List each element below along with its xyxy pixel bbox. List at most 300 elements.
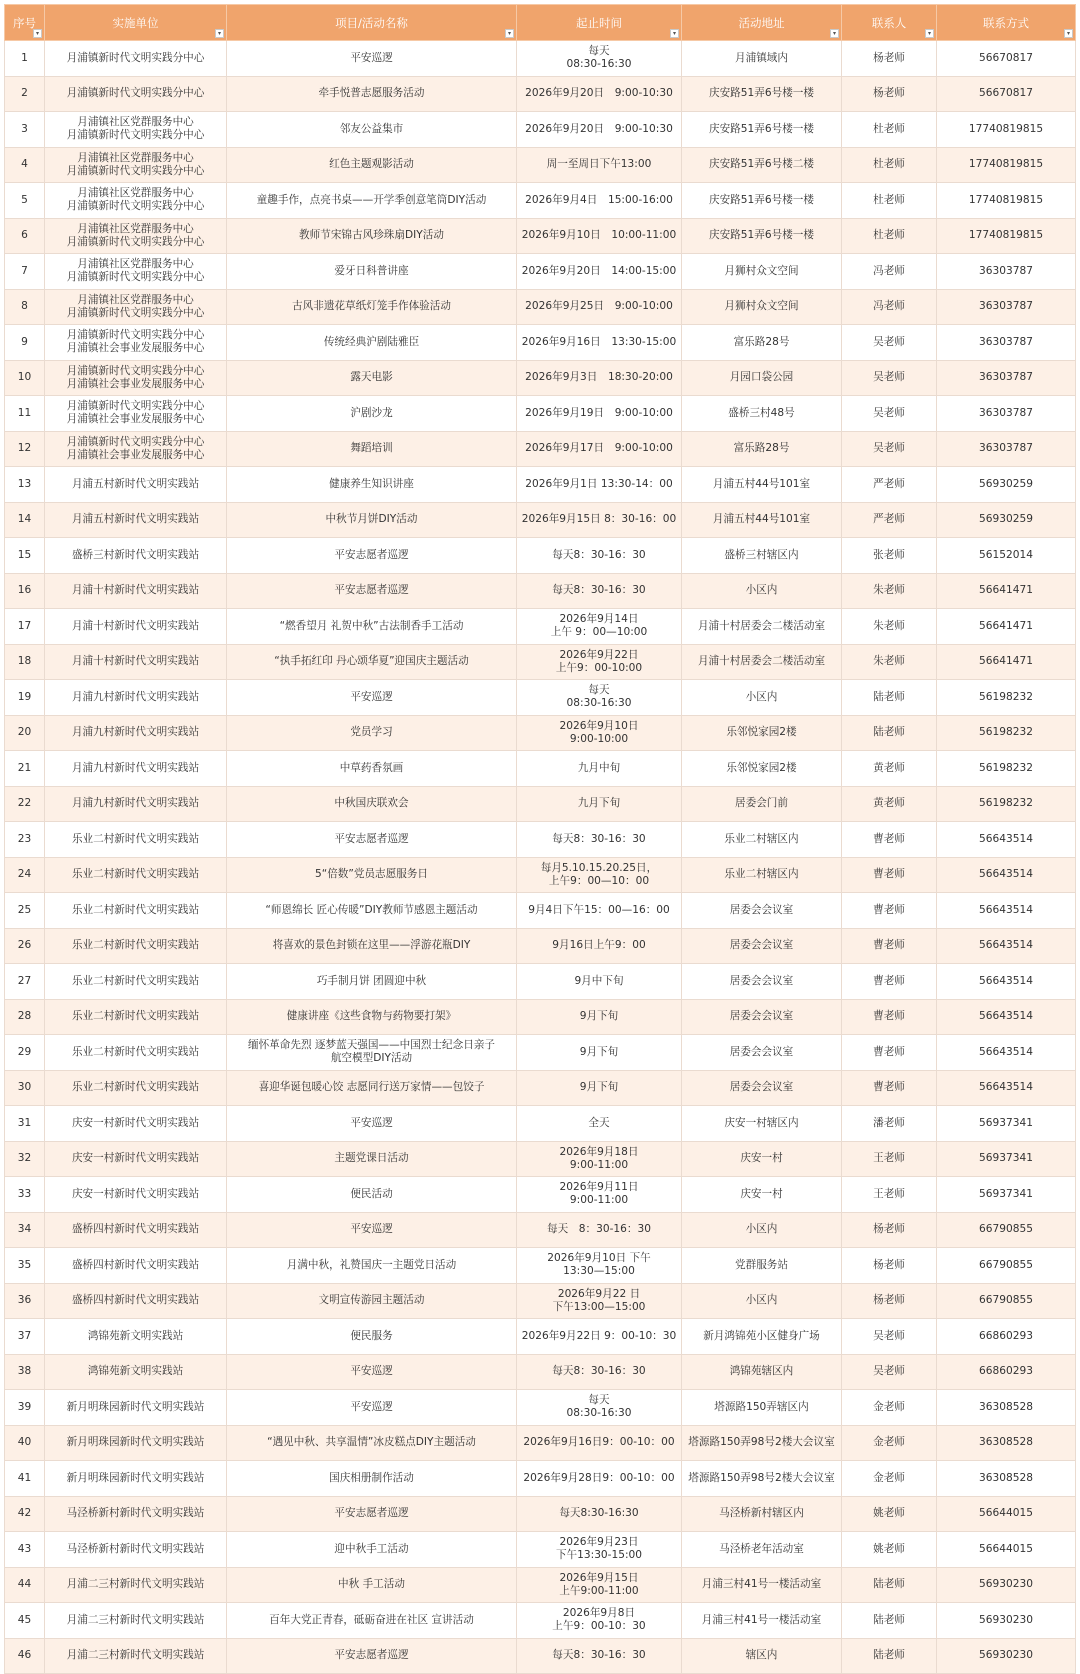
cell-contact-person[interactable]: 王老师: [842, 1177, 937, 1213]
filter-dropdown-icon[interactable]: ▾: [505, 29, 514, 38]
cell-phone[interactable]: 56643514: [937, 857, 1076, 893]
cell-index[interactable]: 31: [5, 1106, 45, 1142]
cell-contact-person[interactable]: 陆老师: [842, 1567, 937, 1603]
cell-address[interactable]: 乐业二村辖区内: [682, 822, 842, 858]
cell-time[interactable]: 全天: [517, 1106, 682, 1142]
cell-organizer[interactable]: 乐业二村新时代文明实践站: [45, 964, 227, 1000]
cell-time[interactable]: 每天8：30-16：30: [517, 573, 682, 609]
cell-contact-person[interactable]: 朱老师: [842, 644, 937, 680]
cell-address[interactable]: 乐业二村辖区内: [682, 857, 842, 893]
cell-organizer[interactable]: 乐业二村新时代文明实践站: [45, 893, 227, 929]
cell-time[interactable]: 2026年9月22 日 下午13:00—15:00: [517, 1283, 682, 1319]
cell-contact-person[interactable]: 潘老师: [842, 1106, 937, 1142]
cell-index[interactable]: 44: [5, 1567, 45, 1603]
cell-contact-person[interactable]: 杜老师: [842, 147, 937, 183]
cell-activity-name[interactable]: 平安志愿者巡逻: [227, 573, 517, 609]
cell-address[interactable]: 居委会会议室: [682, 999, 842, 1035]
cell-phone[interactable]: 56937341: [937, 1106, 1076, 1142]
cell-contact-person[interactable]: 严老师: [842, 467, 937, 503]
filter-dropdown-icon[interactable]: ▾: [670, 29, 679, 38]
cell-activity-name[interactable]: 古风非遗花草纸灯笼手作体验活动: [227, 289, 517, 325]
cell-address[interactable]: 居委会会议室: [682, 928, 842, 964]
cell-phone[interactable]: 66790855: [937, 1283, 1076, 1319]
cell-time[interactable]: 9月下旬: [517, 1035, 682, 1071]
cell-organizer[interactable]: 盛桥四村新时代文明实践站: [45, 1212, 227, 1248]
cell-phone[interactable]: 56937341: [937, 1141, 1076, 1177]
cell-organizer[interactable]: 乐业二村新时代文明实践站: [45, 928, 227, 964]
cell-contact-person[interactable]: 杜老师: [842, 112, 937, 148]
cell-contact-person[interactable]: 张老师: [842, 538, 937, 574]
cell-activity-name[interactable]: 便民活动: [227, 1177, 517, 1213]
cell-phone[interactable]: 56643514: [937, 964, 1076, 1000]
cell-address[interactable]: 塔源路150弄98号2楼大会议室: [682, 1425, 842, 1461]
cell-activity-name[interactable]: 主题党课日活动: [227, 1141, 517, 1177]
cell-time[interactable]: 2026年9月15日 上午9:00-11:00: [517, 1567, 682, 1603]
cell-organizer[interactable]: 盛桥四村新时代文明实践站: [45, 1283, 227, 1319]
cell-phone[interactable]: 56644015: [937, 1496, 1076, 1532]
cell-contact-person[interactable]: 吴老师: [842, 431, 937, 467]
cell-index[interactable]: 35: [5, 1248, 45, 1284]
cell-time[interactable]: 每月5.10.15.20.25日， 上午9：00—10：00: [517, 857, 682, 893]
cell-organizer[interactable]: 盛桥四村新时代文明实践站: [45, 1248, 227, 1284]
cell-phone[interactable]: 56930230: [937, 1638, 1076, 1674]
cell-phone[interactable]: 66860293: [937, 1319, 1076, 1355]
cell-index[interactable]: 13: [5, 467, 45, 503]
cell-time[interactable]: 每天8：30-16：30: [517, 1354, 682, 1390]
cell-address[interactable]: 塔源路150弄98号2楼大会议室: [682, 1461, 842, 1497]
cell-contact-person[interactable]: 曹老师: [842, 964, 937, 1000]
cell-organizer[interactable]: 月浦镇新时代文明实践分中心 月浦镇社会事业发展服务中心: [45, 431, 227, 467]
cell-address[interactable]: 庆安路51弄6号楼一楼: [682, 112, 842, 148]
cell-phone[interactable]: 36303787: [937, 289, 1076, 325]
cell-index[interactable]: 12: [5, 431, 45, 467]
cell-index[interactable]: 22: [5, 786, 45, 822]
cell-index[interactable]: 14: [5, 502, 45, 538]
cell-organizer[interactable]: 月浦五村新时代文明实践站: [45, 502, 227, 538]
cell-organizer[interactable]: 月浦镇社区党群服务中心 月浦镇新时代文明实践分中心: [45, 112, 227, 148]
cell-index[interactable]: 19: [5, 680, 45, 716]
cell-address[interactable]: 马泾桥新村辖区内: [682, 1496, 842, 1532]
cell-phone[interactable]: 56930259: [937, 502, 1076, 538]
cell-contact-person[interactable]: 王老师: [842, 1141, 937, 1177]
cell-time[interactable]: 每天8：30-16：30: [517, 822, 682, 858]
cell-phone[interactable]: 36308528: [937, 1425, 1076, 1461]
cell-address[interactable]: 庆安路51弄6号楼一楼: [682, 76, 842, 112]
cell-phone[interactable]: 56644015: [937, 1532, 1076, 1568]
cell-phone[interactable]: 17740819815: [937, 112, 1076, 148]
cell-organizer[interactable]: 庆安一村新时代文明实践站: [45, 1177, 227, 1213]
cell-address[interactable]: 小区内: [682, 573, 842, 609]
cell-contact-person[interactable]: 陆老师: [842, 680, 937, 716]
cell-index[interactable]: 26: [5, 928, 45, 964]
cell-address[interactable]: 塔源路150弄辖区内: [682, 1390, 842, 1426]
cell-organizer[interactable]: 月浦九村新时代文明实践站: [45, 751, 227, 787]
cell-address[interactable]: 居委会会议室: [682, 893, 842, 929]
cell-activity-name[interactable]: 5“倍数”党员志愿服务日: [227, 857, 517, 893]
cell-address[interactable]: 盛桥三村辖区内: [682, 538, 842, 574]
cell-contact-person[interactable]: 杨老师: [842, 41, 937, 77]
cell-address[interactable]: 月园口袋公园: [682, 360, 842, 396]
cell-address[interactable]: 乐邻悦家园2楼: [682, 751, 842, 787]
cell-activity-name[interactable]: 便民服务: [227, 1319, 517, 1355]
cell-time[interactable]: 2026年9月10日 10:00-11:00: [517, 218, 682, 254]
cell-time[interactable]: 每天 8：30-16：30: [517, 1212, 682, 1248]
cell-address[interactable]: 月狮村众文空间: [682, 289, 842, 325]
cell-time[interactable]: 每天8：30-16：30: [517, 1638, 682, 1674]
cell-phone[interactable]: 56643514: [937, 928, 1076, 964]
cell-phone[interactable]: 56930230: [937, 1603, 1076, 1639]
cell-activity-name[interactable]: 教师节宋锦古风珍珠扇DIY活动: [227, 218, 517, 254]
cell-phone[interactable]: 56641471: [937, 609, 1076, 645]
cell-contact-person[interactable]: 曹老师: [842, 1035, 937, 1071]
cell-contact-person[interactable]: 朱老师: [842, 609, 937, 645]
cell-address[interactable]: 月浦十村居委会二楼活动室: [682, 609, 842, 645]
cell-phone[interactable]: 56670817: [937, 41, 1076, 77]
cell-contact-person[interactable]: 吴老师: [842, 325, 937, 361]
cell-index[interactable]: 21: [5, 751, 45, 787]
cell-index[interactable]: 33: [5, 1177, 45, 1213]
cell-organizer[interactable]: 新月明珠园新时代文明实践站: [45, 1390, 227, 1426]
cell-activity-name[interactable]: “执手拓红印 丹心颂华夏”迎国庆主题活动: [227, 644, 517, 680]
cell-activity-name[interactable]: 中秋 手工活动: [227, 1567, 517, 1603]
cell-contact-person[interactable]: 陆老师: [842, 1638, 937, 1674]
cell-address[interactable]: 鸿锦苑辖区内: [682, 1354, 842, 1390]
cell-organizer[interactable]: 月浦五村新时代文明实践站: [45, 467, 227, 503]
cell-phone[interactable]: 56643514: [937, 999, 1076, 1035]
cell-address[interactable]: 乐邻悦家园2楼: [682, 715, 842, 751]
cell-organizer[interactable]: 乐业二村新时代文明实践站: [45, 822, 227, 858]
cell-address[interactable]: 居委会门前: [682, 786, 842, 822]
cell-index[interactable]: 23: [5, 822, 45, 858]
cell-phone[interactable]: 66790855: [937, 1248, 1076, 1284]
cell-phone[interactable]: 56198232: [937, 680, 1076, 716]
cell-address[interactable]: 小区内: [682, 680, 842, 716]
cell-phone[interactable]: 36303787: [937, 254, 1076, 290]
cell-index[interactable]: 16: [5, 573, 45, 609]
cell-time[interactable]: 周一至周日下午13:00: [517, 147, 682, 183]
cell-organizer[interactable]: 月浦十村新时代文明实践站: [45, 644, 227, 680]
cell-phone[interactable]: 56198232: [937, 786, 1076, 822]
cell-phone[interactable]: 56930230: [937, 1567, 1076, 1603]
cell-organizer[interactable]: 乐业二村新时代文明实践站: [45, 857, 227, 893]
cell-contact-person[interactable]: 杨老师: [842, 1283, 937, 1319]
cell-phone[interactable]: 36308528: [937, 1390, 1076, 1426]
cell-organizer[interactable]: 月浦九村新时代文明实践站: [45, 680, 227, 716]
cell-organizer[interactable]: 月浦镇新时代文明实践分中心 月浦镇社会事业发展服务中心: [45, 325, 227, 361]
cell-activity-name[interactable]: 百年大党正青春，砥砺奋进在社区 宣讲活动: [227, 1603, 517, 1639]
cell-index[interactable]: 27: [5, 964, 45, 1000]
cell-time[interactable]: 9月下旬: [517, 1070, 682, 1106]
cell-organizer[interactable]: 鸿锦苑新文明实践站: [45, 1354, 227, 1390]
filter-dropdown-icon[interactable]: ▾: [33, 29, 42, 38]
cell-organizer[interactable]: 乐业二村新时代文明实践站: [45, 1070, 227, 1106]
cell-phone[interactable]: 66790855: [937, 1212, 1076, 1248]
cell-activity-name[interactable]: 平安巡逻: [227, 680, 517, 716]
cell-index[interactable]: 25: [5, 893, 45, 929]
cell-index[interactable]: 36: [5, 1283, 45, 1319]
cell-time[interactable]: 2026年9月10日 下午 13:30—15:00: [517, 1248, 682, 1284]
cell-address[interactable]: 辖区内: [682, 1638, 842, 1674]
cell-activity-name[interactable]: 爱牙日科普讲座: [227, 254, 517, 290]
cell-activity-name[interactable]: 健康养生知识讲座: [227, 467, 517, 503]
cell-index[interactable]: 4: [5, 147, 45, 183]
cell-activity-name[interactable]: 平安巡逻: [227, 41, 517, 77]
cell-index[interactable]: 29: [5, 1035, 45, 1071]
cell-phone[interactable]: 36308528: [937, 1461, 1076, 1497]
cell-activity-name[interactable]: 迎中秋手工活动: [227, 1532, 517, 1568]
cell-time[interactable]: 2026年9月28日9：00-10：00: [517, 1461, 682, 1497]
cell-address[interactable]: 庆安路51弄6号楼一楼: [682, 183, 842, 219]
cell-organizer[interactable]: 月浦镇新时代文明实践分中心 月浦镇社会事业发展服务中心: [45, 360, 227, 396]
cell-index[interactable]: 9: [5, 325, 45, 361]
cell-address[interactable]: 小区内: [682, 1212, 842, 1248]
cell-index[interactable]: 42: [5, 1496, 45, 1532]
cell-phone[interactable]: 17740819815: [937, 218, 1076, 254]
cell-phone[interactable]: 56670817: [937, 76, 1076, 112]
cell-organizer[interactable]: 乐业二村新时代文明实践站: [45, 999, 227, 1035]
cell-index[interactable]: 30: [5, 1070, 45, 1106]
cell-organizer[interactable]: 月浦二三村新时代文明实践站: [45, 1638, 227, 1674]
cell-organizer[interactable]: 盛桥三村新时代文明实践站: [45, 538, 227, 574]
cell-activity-name[interactable]: 国庆相册制作活动: [227, 1461, 517, 1497]
cell-index[interactable]: 18: [5, 644, 45, 680]
cell-activity-name[interactable]: 红色主题观影活动: [227, 147, 517, 183]
cell-index[interactable]: 2: [5, 76, 45, 112]
cell-address[interactable]: 庆安一村辖区内: [682, 1106, 842, 1142]
cell-activity-name[interactable]: 缅怀革命先烈 逐梦蓝天强国——中国烈士纪念日亲子 航空模型DIY活动: [227, 1035, 517, 1071]
cell-time[interactable]: 2026年9月14日 上午 9：00—10:00: [517, 609, 682, 645]
cell-phone[interactable]: 56643514: [937, 822, 1076, 858]
cell-phone[interactable]: 56641471: [937, 573, 1076, 609]
cell-contact-person[interactable]: 严老师: [842, 502, 937, 538]
cell-address[interactable]: 庆安一村: [682, 1141, 842, 1177]
cell-phone[interactable]: 56152014: [937, 538, 1076, 574]
cell-organizer[interactable]: 月浦镇社区党群服务中心 月浦镇新时代文明实践分中心: [45, 183, 227, 219]
cell-index[interactable]: 10: [5, 360, 45, 396]
cell-address[interactable]: 月浦五村44号101室: [682, 502, 842, 538]
cell-contact-person[interactable]: 冯老师: [842, 254, 937, 290]
cell-phone[interactable]: 66860293: [937, 1354, 1076, 1390]
cell-time[interactable]: 每天 08:30-16:30: [517, 41, 682, 77]
cell-activity-name[interactable]: 中秋节月饼DIY活动: [227, 502, 517, 538]
cell-phone[interactable]: 56643514: [937, 1070, 1076, 1106]
cell-phone[interactable]: 36303787: [937, 325, 1076, 361]
cell-index[interactable]: 38: [5, 1354, 45, 1390]
cell-time[interactable]: 2026年9月10日 9:00-10:00: [517, 715, 682, 751]
cell-address[interactable]: 马泾桥老年活动室: [682, 1532, 842, 1568]
cell-time[interactable]: 2026年9月20日 14:00-15:00: [517, 254, 682, 290]
cell-address[interactable]: 盛桥三村48号: [682, 396, 842, 432]
cell-contact-person[interactable]: 吴老师: [842, 1354, 937, 1390]
cell-activity-name[interactable]: 中草药香氛画: [227, 751, 517, 787]
cell-index[interactable]: 5: [5, 183, 45, 219]
cell-address[interactable]: 富乐路28号: [682, 431, 842, 467]
cell-contact-person[interactable]: 杨老师: [842, 76, 937, 112]
cell-address[interactable]: 新月鸿锦苑小区健身广场: [682, 1319, 842, 1355]
cell-time[interactable]: 九月中旬: [517, 751, 682, 787]
cell-index[interactable]: 28: [5, 999, 45, 1035]
cell-time[interactable]: 2026年9月1日 13:30-14：00: [517, 467, 682, 503]
cell-activity-name[interactable]: 中秋国庆联欢会: [227, 786, 517, 822]
cell-activity-name[interactable]: 平安巡逻: [227, 1106, 517, 1142]
cell-contact-person[interactable]: 曹老师: [842, 999, 937, 1035]
cell-activity-name[interactable]: 牵手悦普志愿服务活动: [227, 76, 517, 112]
cell-activity-name[interactable]: 沪剧沙龙: [227, 396, 517, 432]
cell-time[interactable]: 2026年9月19日 9:00-10:00: [517, 396, 682, 432]
cell-contact-person[interactable]: 吴老师: [842, 360, 937, 396]
cell-time[interactable]: 2026年9月15日 8：30-16：00: [517, 502, 682, 538]
cell-time[interactable]: 2026年9月16日 13:30-15:00: [517, 325, 682, 361]
cell-organizer[interactable]: 月浦九村新时代文明实践站: [45, 715, 227, 751]
cell-contact-person[interactable]: 金老师: [842, 1461, 937, 1497]
cell-contact-person[interactable]: 吴老师: [842, 1319, 937, 1355]
cell-time[interactable]: 9月下旬: [517, 999, 682, 1035]
cell-phone[interactable]: 36303787: [937, 431, 1076, 467]
cell-contact-person[interactable]: 曹老师: [842, 857, 937, 893]
cell-address[interactable]: 党群服务站: [682, 1248, 842, 1284]
cell-time[interactable]: 2026年9月17日 9:00-10:00: [517, 431, 682, 467]
cell-contact-person[interactable]: 曹老师: [842, 928, 937, 964]
cell-time[interactable]: 2026年9月4日 15:00-16:00: [517, 183, 682, 219]
cell-index[interactable]: 17: [5, 609, 45, 645]
cell-phone[interactable]: 56643514: [937, 1035, 1076, 1071]
cell-organizer[interactable]: 月浦九村新时代文明实践站: [45, 786, 227, 822]
cell-address[interactable]: 居委会会议室: [682, 1035, 842, 1071]
cell-activity-name[interactable]: 露天电影: [227, 360, 517, 396]
cell-contact-person[interactable]: 杜老师: [842, 218, 937, 254]
cell-time[interactable]: 每天8:30-16:30: [517, 1496, 682, 1532]
cell-address[interactable]: 月浦镇域内: [682, 41, 842, 77]
cell-organizer[interactable]: 月浦二三村新时代文明实践站: [45, 1603, 227, 1639]
cell-contact-person[interactable]: 姚老师: [842, 1532, 937, 1568]
cell-activity-name[interactable]: 文明宣传游园主题活动: [227, 1283, 517, 1319]
cell-time[interactable]: 9月中下旬: [517, 964, 682, 1000]
cell-organizer[interactable]: 月浦镇社区党群服务中心 月浦镇新时代文明实践分中心: [45, 254, 227, 290]
cell-time[interactable]: 九月下旬: [517, 786, 682, 822]
cell-index[interactable]: 46: [5, 1638, 45, 1674]
cell-address[interactable]: 月浦三村41号一楼活动室: [682, 1567, 842, 1603]
cell-time[interactable]: 每天 08:30-16:30: [517, 1390, 682, 1426]
cell-activity-name[interactable]: 喜迎华诞包暖心饺 志愿同行送万家情——包饺子: [227, 1070, 517, 1106]
cell-activity-name[interactable]: 巧手制月饼 团圆迎中秋: [227, 964, 517, 1000]
cell-contact-person[interactable]: 杜老师: [842, 183, 937, 219]
cell-index[interactable]: 45: [5, 1603, 45, 1639]
cell-time[interactable]: 2026年9月16日9：00-10：00: [517, 1425, 682, 1461]
cell-organizer[interactable]: 月浦十村新时代文明实践站: [45, 573, 227, 609]
cell-contact-person[interactable]: 曹老师: [842, 1070, 937, 1106]
cell-activity-name[interactable]: 月满中秋，礼赞国庆一主题党日活动: [227, 1248, 517, 1284]
cell-organizer[interactable]: 月浦镇新时代文明实践分中心: [45, 41, 227, 77]
cell-address[interactable]: 庆安一村: [682, 1177, 842, 1213]
cell-address[interactable]: 庆安路51弄6号楼二楼: [682, 147, 842, 183]
cell-organizer[interactable]: 新月明珠园新时代文明实践站: [45, 1425, 227, 1461]
cell-activity-name[interactable]: 平安巡逻: [227, 1354, 517, 1390]
cell-organizer[interactable]: 鸿锦苑新文明实践站: [45, 1319, 227, 1355]
cell-address[interactable]: 月浦五村44号101室: [682, 467, 842, 503]
cell-phone[interactable]: 56643514: [937, 893, 1076, 929]
cell-index[interactable]: 11: [5, 396, 45, 432]
cell-activity-name[interactable]: 舞蹈培训: [227, 431, 517, 467]
cell-phone[interactable]: 36303787: [937, 396, 1076, 432]
cell-organizer[interactable]: 新月明珠园新时代文明实践站: [45, 1461, 227, 1497]
cell-contact-person[interactable]: 冯老师: [842, 289, 937, 325]
header-organizer[interactable]: [45, 5, 227, 41]
filter-dropdown-icon[interactable]: ▾: [1064, 29, 1073, 38]
filter-dropdown-icon[interactable]: ▾: [925, 29, 934, 38]
cell-contact-person[interactable]: 姚老师: [842, 1496, 937, 1532]
cell-activity-name[interactable]: 平安志愿者巡逻: [227, 538, 517, 574]
cell-organizer[interactable]: 庆安一村新时代文明实践站: [45, 1106, 227, 1142]
cell-organizer[interactable]: 马泾桥新村新时代文明实践站: [45, 1496, 227, 1532]
cell-time[interactable]: 2026年9月8日 上午9：00-10：30: [517, 1603, 682, 1639]
cell-contact-person[interactable]: 吴老师: [842, 396, 937, 432]
cell-activity-name[interactable]: “师恩绵长 匠心传暖”DIY教师节感恩主题活动: [227, 893, 517, 929]
cell-index[interactable]: 40: [5, 1425, 45, 1461]
cell-time[interactable]: 9月16日上午9：00: [517, 928, 682, 964]
cell-activity-name[interactable]: 平安巡逻: [227, 1212, 517, 1248]
header-contact-person[interactable]: [842, 5, 937, 41]
cell-time[interactable]: 每天 08:30-16:30: [517, 680, 682, 716]
cell-activity-name[interactable]: 健康讲座《这些食物与药物要打架》: [227, 999, 517, 1035]
cell-phone[interactable]: 56198232: [937, 751, 1076, 787]
cell-index[interactable]: 8: [5, 289, 45, 325]
cell-organizer[interactable]: 马泾桥新村新时代文明实践站: [45, 1532, 227, 1568]
cell-organizer[interactable]: 月浦二三村新时代文明实践站: [45, 1567, 227, 1603]
header-activity-name[interactable]: [227, 5, 517, 41]
cell-index[interactable]: 34: [5, 1212, 45, 1248]
cell-activity-name[interactable]: 邻友公益集市: [227, 112, 517, 148]
cell-organizer[interactable]: 月浦十村新时代文明实践站: [45, 609, 227, 645]
header-time[interactable]: [517, 5, 682, 41]
cell-activity-name[interactable]: 将喜欢的景色封锁在这里——浮游花瓶DIY: [227, 928, 517, 964]
cell-contact-person[interactable]: 陆老师: [842, 715, 937, 751]
cell-phone[interactable]: 56198232: [937, 715, 1076, 751]
cell-address[interactable]: 月浦十村居委会二楼活动室: [682, 644, 842, 680]
header-index[interactable]: [5, 5, 45, 41]
cell-phone[interactable]: 56641471: [937, 644, 1076, 680]
cell-time[interactable]: 9月4日下午15：00—16：00: [517, 893, 682, 929]
cell-organizer[interactable]: 月浦镇新时代文明实践分中心 月浦镇社会事业发展服务中心: [45, 396, 227, 432]
cell-address[interactable]: 庆安路51弄6号楼一楼: [682, 218, 842, 254]
cell-activity-name[interactable]: 党员学习: [227, 715, 517, 751]
cell-contact-person[interactable]: 黄老师: [842, 786, 937, 822]
cell-index[interactable]: 15: [5, 538, 45, 574]
cell-index[interactable]: 6: [5, 218, 45, 254]
cell-activity-name[interactable]: 平安志愿者巡逻: [227, 1638, 517, 1674]
cell-organizer[interactable]: 月浦镇新时代文明实践分中心: [45, 76, 227, 112]
cell-organizer[interactable]: 月浦镇社区党群服务中心 月浦镇新时代文明实践分中心: [45, 147, 227, 183]
cell-organizer[interactable]: 庆安一村新时代文明实践站: [45, 1141, 227, 1177]
cell-address[interactable]: 月狮村众文空间: [682, 254, 842, 290]
cell-contact-person[interactable]: 陆老师: [842, 1603, 937, 1639]
cell-time[interactable]: 2026年9月20日 9:00-10:30: [517, 76, 682, 112]
cell-activity-name[interactable]: 平安志愿者巡逻: [227, 822, 517, 858]
cell-activity-name[interactable]: 平安巡逻: [227, 1390, 517, 1426]
cell-activity-name[interactable]: 平安志愿者巡逻: [227, 1496, 517, 1532]
cell-contact-person[interactable]: 金老师: [842, 1390, 937, 1426]
cell-index[interactable]: 3: [5, 112, 45, 148]
cell-phone[interactable]: 56930259: [937, 467, 1076, 503]
cell-contact-person[interactable]: 杨老师: [842, 1212, 937, 1248]
cell-index[interactable]: 7: [5, 254, 45, 290]
cell-time[interactable]: 2026年9月18日 9:00-11:00: [517, 1141, 682, 1177]
cell-organizer[interactable]: 乐业二村新时代文明实践站: [45, 1035, 227, 1071]
cell-address[interactable]: 月浦三村41号一楼活动室: [682, 1603, 842, 1639]
cell-phone[interactable]: 17740819815: [937, 183, 1076, 219]
cell-index[interactable]: 20: [5, 715, 45, 751]
cell-organizer[interactable]: 月浦镇社区党群服务中心 月浦镇新时代文明实践分中心: [45, 218, 227, 254]
cell-contact-person[interactable]: 黄老师: [842, 751, 937, 787]
